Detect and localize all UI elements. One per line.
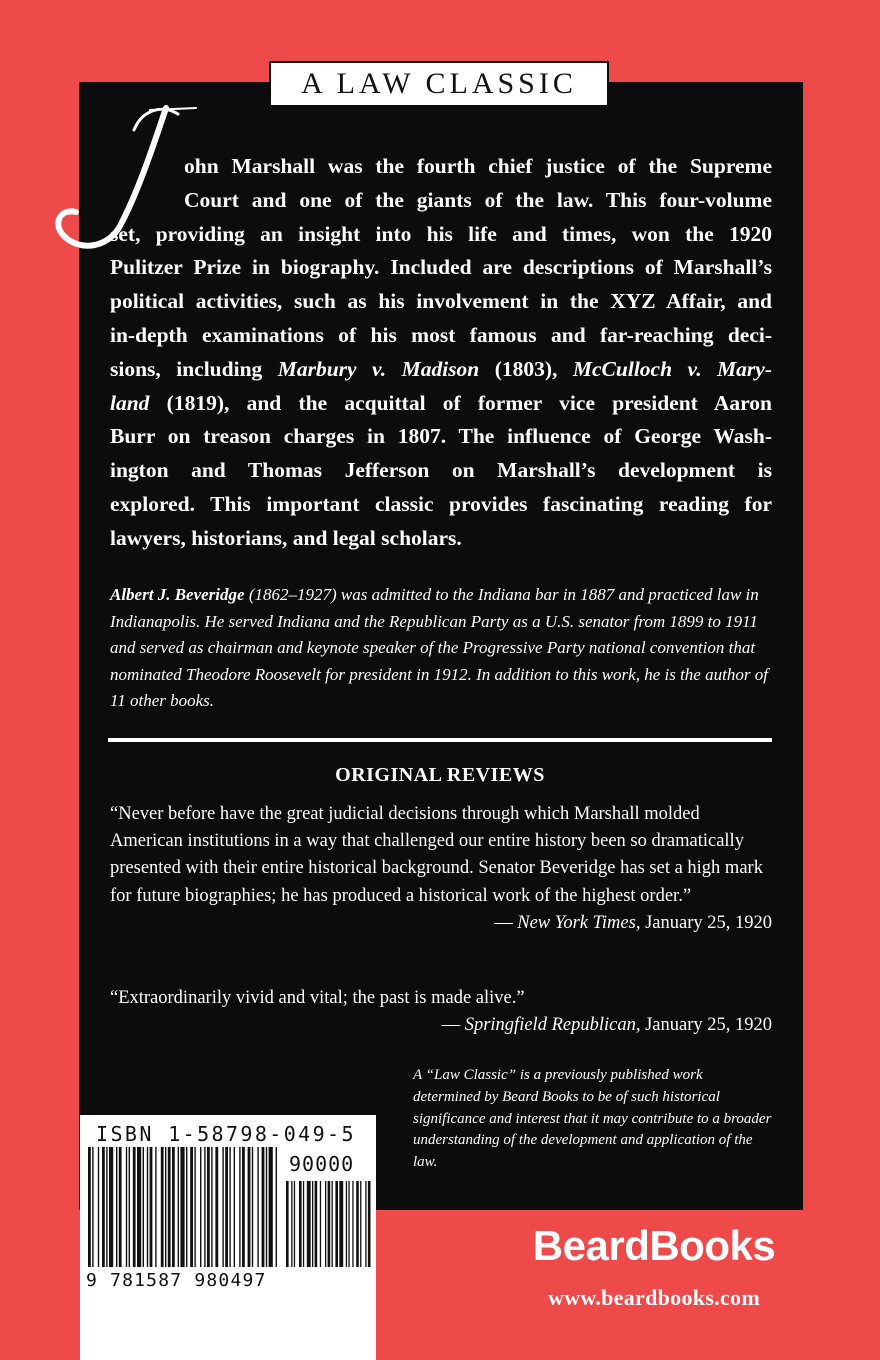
barcode-bar: [215, 1147, 218, 1267]
section-divider: [108, 738, 772, 742]
text-line: [110, 387, 772, 421]
text-line: [110, 353, 772, 387]
barcode-bar: [161, 1147, 164, 1267]
barcode-bar: [88, 1147, 91, 1267]
text-segment: (1819), and the acquittal of former vice president Aaron: [166, 390, 772, 415]
addon-bar: [325, 1181, 326, 1267]
addon-code: 90000: [289, 1152, 355, 1176]
barcode-bar: [186, 1147, 187, 1267]
author-bio: [110, 582, 772, 715]
barcode-bar: [92, 1147, 93, 1267]
barcode-bar: [126, 1147, 127, 1267]
case-name-marbury: Marbury v. Madison: [277, 356, 480, 381]
review-quote: “Extraordinarily vivid and vital; the past is made alive.”: [110, 988, 525, 1008]
addon-bar: [303, 1181, 304, 1267]
text-line: lawyers, historians, and legal scholars.: [110, 525, 462, 550]
barcode-bar: [98, 1147, 99, 1267]
addon-bar: [360, 1181, 361, 1267]
barcode-bar: [229, 1147, 230, 1267]
barcode-bar: [207, 1147, 210, 1267]
text-line: ington and Thomas Jefferson on Marshall’s development is: [110, 458, 772, 483]
barcode-bar: [106, 1147, 107, 1267]
barcode-bar: [262, 1147, 265, 1267]
text-line: ohn Marshall was the fourth chief justice of the Supreme: [184, 154, 772, 178]
text-line: political activities, such as his involvement in the XYZ Affair, and: [110, 289, 772, 314]
barcode-bar: [225, 1147, 228, 1267]
barcode-bar: [155, 1147, 156, 1267]
barcode-bar: [248, 1147, 251, 1267]
barcode-bar: [269, 1147, 273, 1267]
review-source: Springfield Republican,: [464, 1015, 641, 1036]
barcode-bar: [204, 1147, 205, 1267]
barcode-bar: [116, 1147, 117, 1267]
attribution-dash: —: [494, 912, 518, 933]
addon-bar: [291, 1181, 292, 1267]
barcode-bar: [276, 1147, 277, 1267]
addon-bar: [312, 1181, 313, 1267]
barcode-bar: [190, 1147, 193, 1267]
barcode-bar: [239, 1147, 240, 1267]
barcode-bar: [242, 1147, 245, 1267]
description-text: [110, 150, 772, 556]
barcode-bar: [257, 1147, 258, 1267]
barcode-graphic: [86, 1147, 376, 1271]
review-1: [110, 801, 772, 937]
barcode-bar: [102, 1147, 105, 1267]
addon-bar: [348, 1181, 349, 1267]
ean-number: 9 781587 980497: [86, 1270, 267, 1291]
barcode-bar: [119, 1147, 122, 1267]
barcode-bar: [168, 1147, 171, 1267]
addon-bar: [299, 1181, 302, 1267]
addon-bar: [339, 1181, 343, 1267]
isbn-label: ISBN 1-58798-049-5: [96, 1122, 356, 1146]
publisher-url: www.beardbooks.com: [548, 1285, 760, 1310]
review-attribution: [110, 910, 772, 937]
barcode-bar: [200, 1147, 201, 1267]
addon-bar: [332, 1181, 333, 1267]
review-date: January 25, 1920: [640, 912, 772, 933]
text-line: explored. This important classic provides fascinating reading for: [110, 491, 772, 516]
text-line: Court and one of the giants of the law. This four-volume: [184, 187, 772, 212]
law-classic-note: A “Law Classic” is a previously published work determined by Beard Books to be of such historical significance and interest that it may contribute to a broader understanding of the development and application of the law.: [413, 1067, 772, 1171]
dropcap-letter: J: [50, 96, 51, 97]
addon-bar: [346, 1181, 347, 1267]
barcode-bar: [129, 1147, 130, 1267]
barcode-bar: [150, 1147, 153, 1267]
barcode-bar: [252, 1147, 253, 1267]
review-attribution: [110, 1012, 772, 1039]
addon-bar: [352, 1181, 353, 1267]
barcode-bar: [133, 1147, 136, 1267]
addon-bar: [294, 1181, 295, 1267]
addon-bar: [365, 1181, 366, 1267]
text-line: set, providing an insight into his life and times, won the 1920: [110, 221, 772, 246]
text-segment: sions, including: [110, 356, 263, 381]
barcode-bar: [165, 1147, 166, 1267]
reviews-heading: ORIGINAL REVIEWS: [335, 764, 545, 786]
case-name-mcculloch: McCulloch v. Mary-: [572, 356, 772, 381]
barcode-bar: [211, 1147, 212, 1267]
addon-bar: [307, 1181, 311, 1267]
review-date: January 25, 1920: [640, 1015, 772, 1036]
barcode-bar: [266, 1147, 267, 1267]
text-segment: (1803),: [494, 356, 558, 381]
barcode-bar: [222, 1147, 223, 1267]
text-line: in-depth examinations of his most famous and far-reaching deci-: [110, 322, 772, 347]
addon-bar: [368, 1181, 371, 1267]
review-2: [110, 985, 772, 1039]
case-name-maryland: land: [110, 390, 150, 415]
review-quote: “Never before have the great judicial decisions through which Marshall molded American institutions in a way that challenged our entire history been so dramatically presented with their entire historical background. Senator Beveridge has set a high mark for future biographies; he has produced a historical work of the highest order.”: [110, 804, 763, 906]
barcode-bar: [109, 1147, 113, 1267]
barcode-bar: [194, 1147, 195, 1267]
barcode-bar: [172, 1147, 175, 1267]
addon-bar: [286, 1181, 289, 1267]
review-source: New York Times,: [517, 912, 641, 933]
bio-text: (1862–1927) was admitted to the Indiana bar in 1887 and practiced law in Indianapolis. He served Indiana and the Republican Party as a U.S. senator from 1899 to 1911 and served as chairman and keynote speaker of the Progressive Party national convention that nominated Theodore Roosevelt for president in 1912. In addition to this work, he is the author of 11 other books.: [110, 585, 768, 711]
author-name: Albert J. Beveridge: [110, 585, 245, 604]
text-line: Burr on treason charges in 1807. The influence of George Wash-: [110, 424, 772, 449]
barcode-bar: [137, 1147, 141, 1267]
barcode-bar: [180, 1147, 184, 1267]
attribution-dash: —: [441, 1015, 465, 1036]
text-line: Pulitzer Prize in biography. Included are descriptions of Marshall’s: [110, 255, 772, 280]
publisher-logo: BeardBooks: [532, 1222, 776, 1269]
addon-bar: [315, 1181, 318, 1267]
barcode-bar: [178, 1147, 179, 1267]
law-classic-banner: A LAW CLASSIC: [269, 61, 609, 107]
addon-bar: [328, 1181, 331, 1267]
addon-bar: [356, 1181, 359, 1267]
barcode-bar: [143, 1147, 144, 1267]
barcode-bar: [147, 1147, 148, 1267]
addon-bar: [335, 1181, 338, 1267]
addon-bar: [320, 1181, 321, 1267]
barcode-bar: [234, 1147, 235, 1267]
